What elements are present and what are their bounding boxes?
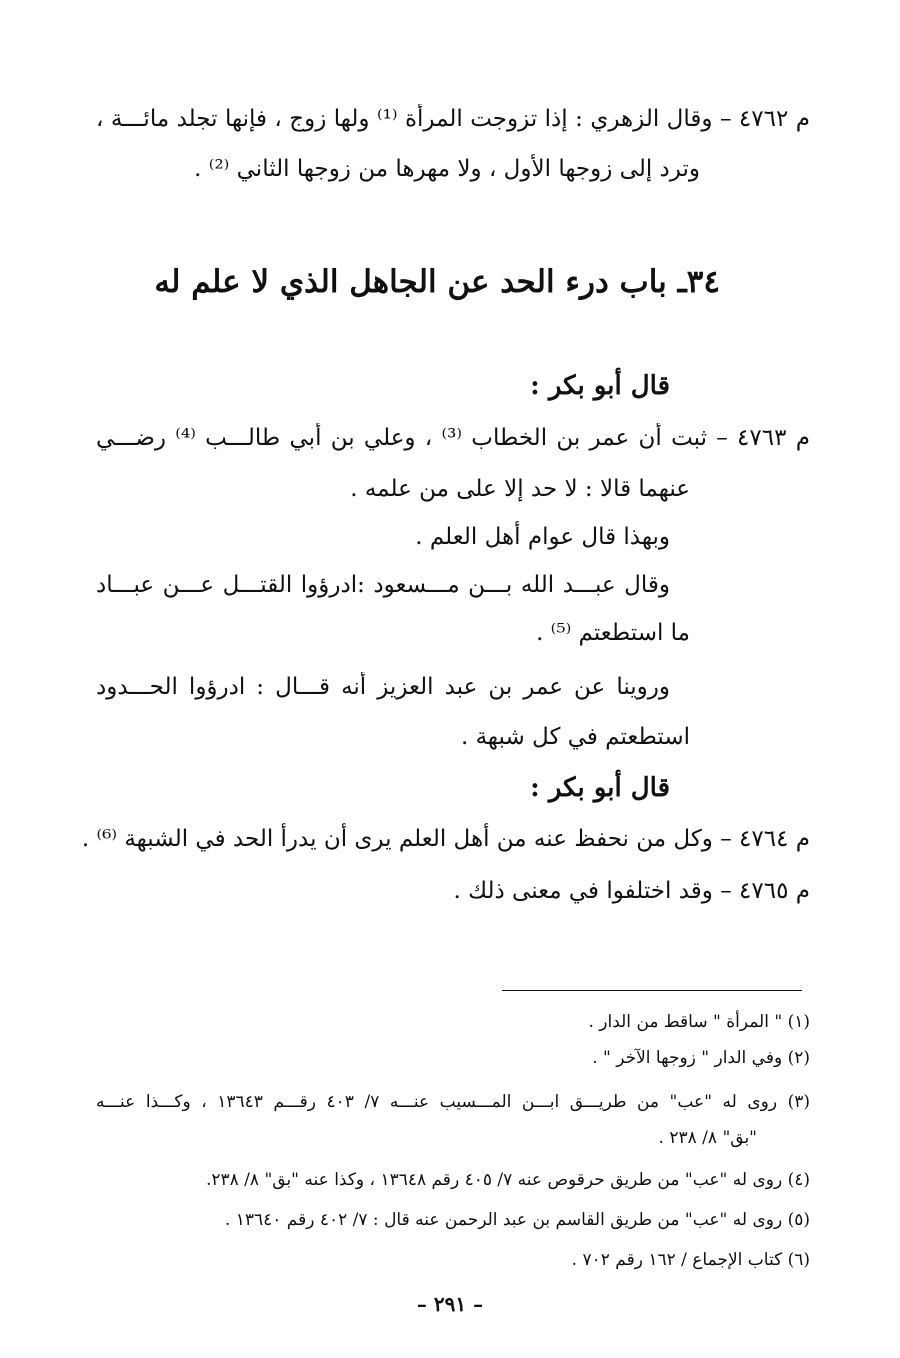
footnote-5: (٥) روى له "عب" من طريق القاسم بن عبد الرحمن عنه قال : ٧/ ٤٠٢ رقم ١٣٦٤٠ .	[224, 1210, 810, 1230]
footnote-2: (٢) وفي الدار " زوجها الآخر " .	[592, 1048, 810, 1068]
paragraph-4763-line-2: عنهما قالا : لا حد إلا على من علمه .	[350, 476, 690, 502]
paragraph-4763-line-6: وروينا عن عمر بن عبد العزيز أنه قـــال : ادرؤوا الحـــدود	[96, 674, 670, 700]
chapter-heading: ٣٤ـ باب درء الحد عن الجاهل الذي لا علم له	[154, 264, 720, 300]
footnote-6: (٦) كتاب الإجماع / ١٦٢ رقم ٧٠٢ .	[571, 1250, 810, 1270]
footnote-3-line-1: (٣) روى له "عب" من طريـــق ابـــن المـــسيب عنـــه ٧/ ٤٠٣ رقـــم ١٣٦٤٣ ، وكـــذا عنـــه	[96, 1092, 810, 1112]
paragraph-4762-line-2: وترد إلى زوجها الأول ، ولا مهرها من زوجها الثاني ⁽²⁾ .	[194, 156, 700, 182]
paragraph-4763-line-5: ما استطعتم ⁽⁵⁾ .	[536, 620, 690, 646]
footnote-4: (٤) روى له "عب" من طريق حرقوص عنه ٧/ ٤٠٥ رقم ١٣٦٤٨ ، وكذا عنه "بق" ٨/ ٢٣٨.	[205, 1170, 810, 1190]
footnote-separator	[502, 990, 802, 991]
paragraph-4763-line-3: وبهذا قال عوام أهل العلم .	[415, 524, 670, 550]
footnote-1: (١) " المرأة " ساقط من الدار .	[588, 1012, 810, 1032]
paragraph-4764: م ٤٧٦٤ – وكل من نحفظ عنه من أهل العلم يرى أن يدرأ الحد في الشبهة ⁽⁶⁾ .	[81, 826, 810, 852]
paragraph-4763-line-4: وقال عبـــد الله بـــن مـــسعود :ادرؤوا القتـــل عـــن عبـــاد	[96, 572, 670, 598]
paragraph-4763-line-7: استطعتم في كل شبهة .	[460, 724, 690, 750]
paragraph-4765: م ٤٧٦٥ – وقد اختلفوا في معنى ذلك .	[453, 878, 810, 904]
paragraph-4762-line-1: م ٤٧٦٢ – وقال الزهري : إذا تزوجت المرأة ⁽¹⁾ ولها زوج ، فإنها تجلد مائـــة ،	[96, 106, 810, 132]
page-number: – ٢٩١ –	[416, 1292, 484, 1316]
said-abu-bakr-1: قال أبو بكر :	[530, 371, 670, 401]
footnote-3-line-2: "بق" ٨/ ٢٣٨ .	[658, 1128, 757, 1148]
paragraph-4763-line-1: م ٤٧٦٣ – ثبت أن عمر بن الخطاب ⁽³⁾ ، وعلي بن أبي طالـــب ⁽⁴⁾ رضـــي	[96, 425, 810, 451]
said-abu-bakr-2: قال أبو بكر :	[530, 773, 670, 803]
